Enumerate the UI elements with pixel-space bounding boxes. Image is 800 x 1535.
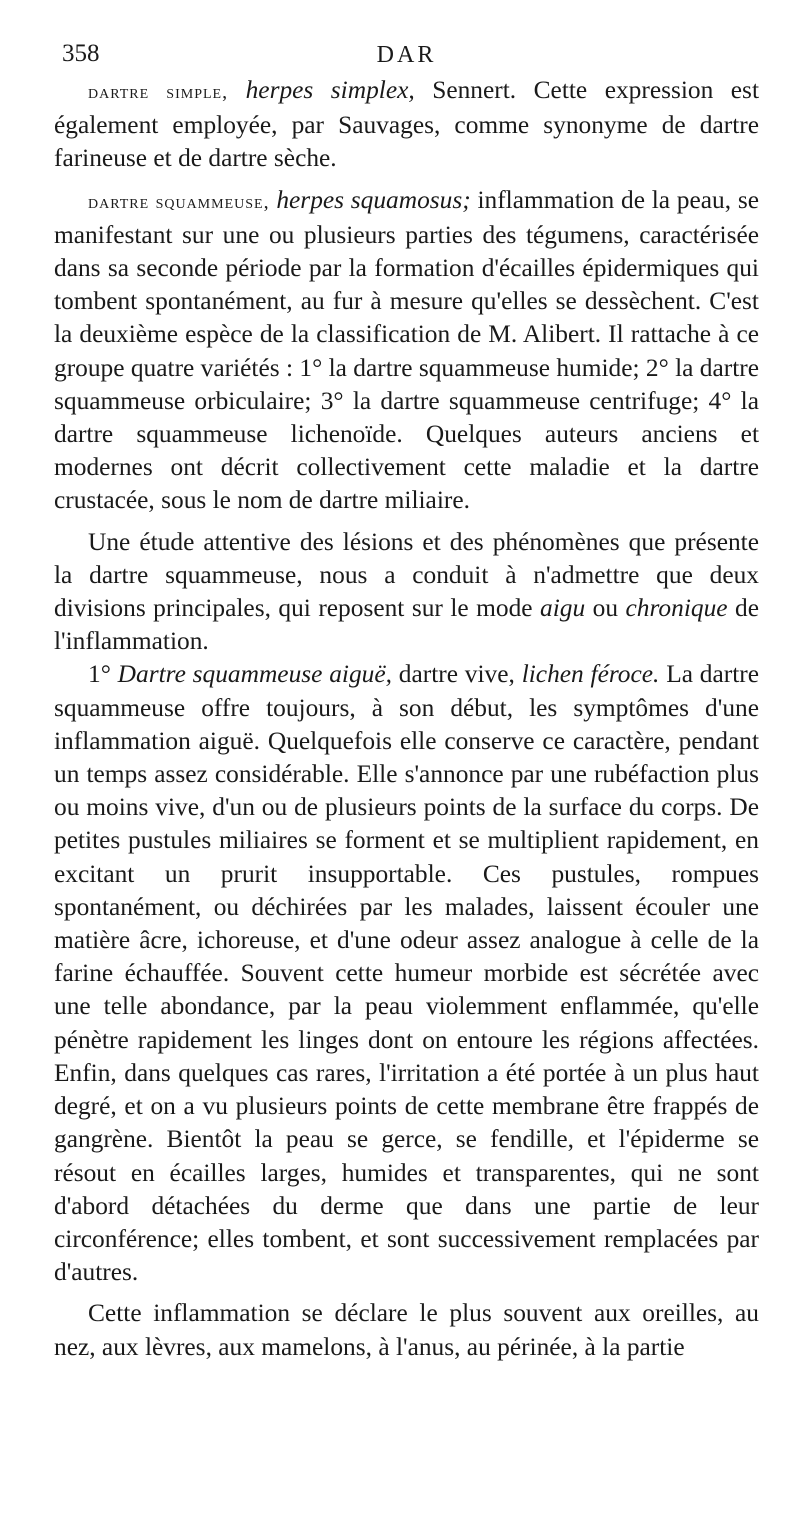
text-segment: La dartre squammeuse offre toujours, à son début, les symptômes d'une inflammation aiguë. Quelquefois elle conserve ce caractère, pendant un temps assez considérable. Elle s'annonce par une rubéfaction plus ou moins vive, d'un ou de plusieurs points de la surface du corps. De petites pustules miliaires se forment et se multiplient rapidement, en excitant un prurit insupportable. Ces pustules, rompues spontanément, ou déchirées par les malades, laissent écouler une matière âcre, ichoreuse, et d'une odeur assez analogue à celle de la farine échauffée. Souvent cette humeur morbide est sécrétée avec une telle abondance, par la peau violemment enflammée, qu'elle pénètre rapidement les linges dont on entoure les régions affectées. Enfin, dans quelques cas rares, l'irritation a été portée à un plus haut degré, et on a vu plusieurs points de cette membrane être frappés de gangrène. Bientôt la peau se gerce, se fendille, et l'épiderme se résout en écailles larges, humides et transparentes, qui ne sont d'abord détachées du derme que dans une partie de leur circonférence; elles tombent, et sont successivement remplacées par d'autres. xyxy=(54,660,759,1287)
text-segment: ou xyxy=(585,594,626,623)
entry-dartre-simple xyxy=(54,74,759,176)
entry-text: inflammation de la peau, se manifestant sur une ou plusieurs parties des tégumens, caractérisée dans sa seconde période par la formation d'écailles épidermiques qui tombent spontanément, au fur à mesure qu'elles se dessèchent. C'est la deuxième espèce de la classification de M. Alibert. Il rattache à ce groupe quatre variétés : 1° la dartre squammeuse humide; 2° la dartre squammeuse orbiculaire; 3° la dartre squammeuse centrifuge; 4° la dartre squammeuse lichenoïde. Quelques auteurs anciens et modernes ont décrit collectivement cette maladie et la dartre crustacée, sous le nom de dartre miliaire. xyxy=(54,185,759,515)
running-head xyxy=(54,38,759,74)
paragraph-acute-form xyxy=(54,658,759,1289)
page-number: 358 xyxy=(62,40,100,67)
italic-term: aigu xyxy=(540,594,586,623)
text-segment: Cette inflammation se déclare le plus souvent aux oreilles, au nez, aux lèvres, aux mamelons, à l'anus, au périnée, à la partie xyxy=(54,1299,759,1361)
text-segment: dartre vive, xyxy=(391,660,522,689)
entry-text: Sennert. Cette expression est également employée, par Sauvages, comme synonyme de dartre farineuse et de dartre sèche. xyxy=(54,76,759,173)
text-segment: de l'inflammation. xyxy=(54,594,759,656)
italic-term: chronique xyxy=(625,594,728,623)
running-title: DAR xyxy=(376,42,437,68)
section-number: 1° xyxy=(88,660,118,689)
paragraph-locations xyxy=(54,1297,759,1363)
book-page xyxy=(54,38,759,1364)
paragraph-divisions xyxy=(54,526,759,659)
latin-name: herpes squamosus; xyxy=(276,185,471,214)
italic-term: lichen féroce. xyxy=(521,660,660,689)
entry-dartre-squammeuse xyxy=(54,184,759,518)
entry-term: dartre simple, xyxy=(88,81,229,103)
text-segment: Une étude attentive des lésions et des phénomènes que présente la dartre squammeuse, nous a conduit à n'admettre que deux divisions principales, qui reposent sur le mode xyxy=(54,527,759,623)
entry-term: dartre squammeuse, xyxy=(88,190,270,213)
latin-name: herpes simplex, xyxy=(245,76,415,104)
italic-term: Dartre squammeuse aiguë, xyxy=(117,660,392,689)
